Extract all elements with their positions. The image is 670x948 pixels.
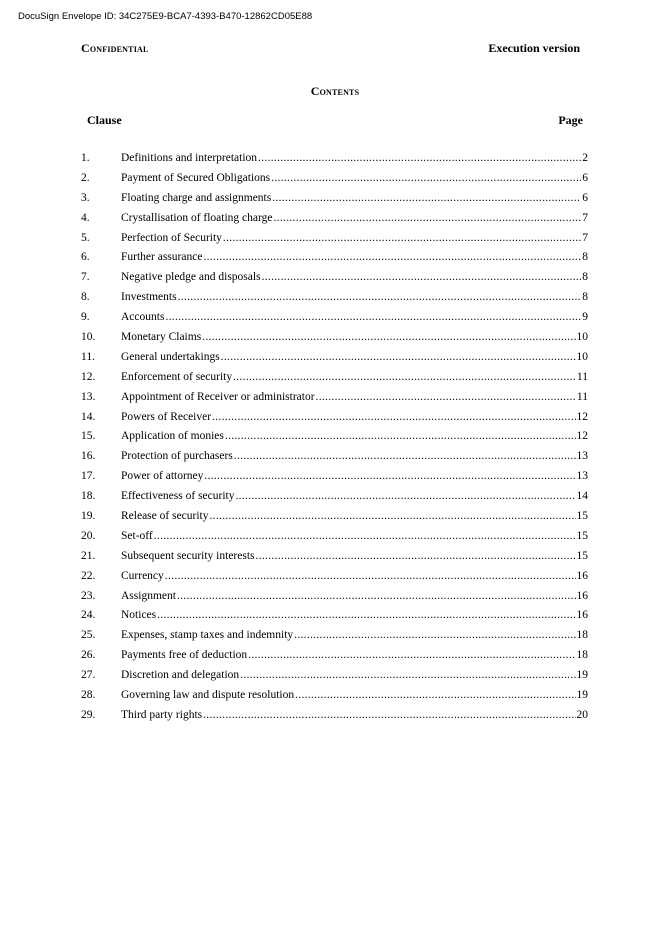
toc-entry-title: Currency: [121, 569, 164, 582]
toc-entry-page: 15: [576, 529, 588, 542]
toc-entry-title: Protection of purchasers: [121, 450, 233, 463]
toc-entry[interactable]: [81, 269, 588, 289]
toc-entry-number: 29.: [81, 708, 96, 721]
toc-entry-title: Power of attorney: [121, 470, 204, 483]
toc-entry[interactable]: [81, 210, 588, 230]
dot-leader: [271, 170, 581, 186]
toc-entry-number: 6.: [81, 251, 90, 264]
toc-entry[interactable]: [81, 528, 588, 548]
page-column-header: Page: [558, 113, 583, 127]
toc-entry-page: 19: [576, 669, 588, 682]
toc-entry-page: 7: [582, 231, 588, 244]
dot-leader: [272, 190, 581, 206]
dot-leader: [235, 488, 575, 504]
toc-entry-number: 23.: [81, 589, 96, 602]
toc-entry[interactable]: [81, 627, 588, 647]
toc-entry-number: 15.: [81, 430, 96, 443]
dot-leader: [233, 369, 576, 385]
toc-entry-number: 16.: [81, 450, 96, 463]
dot-leader: [210, 508, 576, 524]
toc-entry-title: Release of security: [121, 510, 209, 523]
toc-entry-page: 8: [582, 251, 588, 264]
toc-entry[interactable]: [81, 349, 588, 369]
toc-entry-page: 13: [576, 450, 588, 463]
toc-entry-number: 26.: [81, 649, 96, 662]
toc-entry-title: Payments free of deduction: [121, 649, 248, 662]
toc-entry-page: 9: [582, 311, 588, 324]
toc-entry-page: 15: [576, 549, 588, 562]
toc-entry[interactable]: [81, 409, 588, 429]
toc-entry-number: 17.: [81, 470, 96, 483]
toc-entry-title: Definitions and interpretation: [121, 152, 258, 164]
dot-leader: [203, 707, 575, 723]
toc-entry-page: 18: [576, 629, 588, 642]
toc-entry-number: 4.: [81, 211, 90, 224]
toc-entry[interactable]: [81, 548, 588, 568]
dot-leader: [202, 329, 575, 345]
toc-entry-number: 13.: [81, 390, 96, 403]
toc-entry-page: 10: [576, 350, 588, 363]
dot-leader: [204, 468, 575, 484]
dot-leader: [256, 548, 576, 564]
toc-entry-number: 18.: [81, 490, 96, 503]
toc-entry[interactable]: [81, 508, 588, 528]
toc-entry-page: 12: [576, 430, 588, 443]
toc-entry-page: 14: [576, 490, 588, 503]
dot-leader: [157, 607, 575, 623]
toc-entry-number: 25.: [81, 629, 96, 642]
toc-entry-number: 21.: [81, 549, 96, 562]
dot-leader: [154, 528, 576, 544]
toc-entry-number: 8.: [81, 291, 90, 304]
toc-entry-number: 9.: [81, 311, 90, 324]
toc-entry-title: Enforcement of security: [121, 370, 233, 383]
toc-entry-number: 14.: [81, 410, 96, 423]
toc-entry-number: 12.: [81, 370, 96, 383]
dot-leader: [178, 289, 582, 305]
toc-entry-page: 8: [582, 291, 588, 304]
toc-entry-title: Appointment of Receiver or administrator: [121, 390, 315, 403]
toc-entry-title: Subsequent security interests: [121, 549, 255, 562]
toc-entry[interactable]: [81, 289, 588, 309]
docusign-envelope-id: DocuSign Envelope ID: 34C275E9-BCA7-4393-B470-12862CD05E88: [18, 11, 313, 22]
toc-entry-page: 10: [576, 331, 588, 344]
toc-entry-title: Monetary Claims: [121, 331, 202, 344]
dot-leader: [274, 210, 582, 226]
toc-entry-page: 16: [576, 589, 588, 602]
toc-entry[interactable]: [81, 190, 588, 210]
dot-leader: [294, 627, 575, 643]
dot-leader: [221, 349, 576, 365]
toc-entry-number: 28.: [81, 689, 96, 702]
toc-entry[interactable]: [81, 448, 588, 468]
dot-leader: [203, 249, 581, 265]
toc-entry-title: Further assurance: [121, 251, 203, 264]
toc-entry-title: Floating charge and assignments: [121, 191, 272, 204]
toc-entry[interactable]: [81, 647, 588, 667]
toc-entry-number: 27.: [81, 669, 96, 682]
toc-entry-number: 1.: [81, 152, 90, 164]
toc-entry-title: Powers of Receiver: [121, 410, 212, 423]
dot-leader: [234, 448, 576, 464]
toc-entry[interactable]: [81, 309, 588, 329]
toc-entry[interactable]: [81, 329, 588, 349]
toc-entry-title: Application of monies: [121, 430, 224, 443]
toc-entry-page: 19: [576, 689, 588, 702]
toc-entry-number: 2.: [81, 171, 90, 184]
toc-entry-title: Set-off: [121, 529, 153, 542]
dot-leader: [165, 568, 576, 584]
toc-entry-page: 18: [576, 649, 588, 662]
toc-entry-title: Discretion and delegation: [121, 669, 240, 682]
toc-entry-title: Effectiveness of security: [121, 490, 235, 503]
toc-entry-page: 2: [582, 152, 588, 164]
toc-entry-title: Payment of Secured Obligations: [121, 171, 271, 184]
dot-leader: [223, 230, 581, 246]
toc-entry-page: 8: [582, 271, 588, 284]
dot-leader: [295, 687, 575, 703]
toc-entry-title: Expenses, stamp taxes and indemnity: [121, 629, 294, 642]
toc-entry[interactable]: [81, 568, 588, 588]
toc-entry[interactable]: [81, 488, 588, 508]
toc-entry-title: Negative pledge and disposals: [121, 271, 261, 284]
toc-entry-page: 20: [576, 708, 588, 721]
toc-entry-page: 12: [576, 410, 588, 423]
toc-entry[interactable]: [81, 607, 588, 627]
toc-entry[interactable]: [81, 249, 588, 269]
dot-leader: [177, 588, 576, 604]
dot-leader: [316, 389, 576, 405]
toc-entry-page: 13: [576, 470, 588, 483]
toc-entry-page: 11: [576, 370, 588, 383]
toc-entry-title: Crystallisation of floating charge: [121, 211, 273, 224]
toc-entry-number: 11.: [81, 350, 95, 363]
toc-entry[interactable]: [81, 468, 588, 488]
toc-entry[interactable]: [81, 687, 588, 707]
toc-entry-title: General undertakings: [121, 350, 220, 363]
toc-entry[interactable]: [81, 667, 588, 687]
clause-column-header: Clause: [87, 113, 122, 127]
toc-entry-title: Perfection of Security: [121, 231, 222, 244]
toc-entry-page: 15: [576, 510, 588, 523]
toc-entry-page: 6: [582, 171, 588, 184]
toc-entry[interactable]: [81, 150, 588, 170]
toc-entry-title: Investments: [121, 291, 177, 304]
toc-entry-title: Assignment: [121, 589, 176, 602]
toc-entry-number: 10.: [81, 331, 96, 344]
toc-entry[interactable]: [81, 170, 588, 190]
dot-leader: [225, 428, 576, 444]
toc-entry-number: 3.: [81, 191, 90, 204]
toc-entry-title: Third party rights: [121, 708, 203, 721]
toc-entry-number: 5.: [81, 231, 90, 244]
toc-entry-number: 22.: [81, 569, 96, 582]
toc-entry-title: Notices: [121, 609, 157, 622]
toc-entry-page: 11: [576, 390, 588, 403]
toc-entry[interactable]: [81, 588, 588, 608]
dot-leader: [262, 269, 582, 285]
toc-entry[interactable]: [81, 230, 588, 250]
execution-version-label: Execution version: [488, 41, 580, 55]
confidential-label: Confidential: [81, 41, 149, 55]
table-of-contents: [81, 150, 588, 727]
toc-entry-number: 24.: [81, 609, 96, 622]
dot-leader: [248, 647, 575, 663]
toc-entry-number: 7.: [81, 271, 90, 284]
dot-leader: [165, 309, 581, 325]
toc-entry-page: 16: [576, 609, 588, 622]
dot-leader: [240, 667, 575, 683]
toc-entry[interactable]: [81, 369, 588, 389]
toc-entry[interactable]: [81, 707, 588, 727]
contents-heading: Contents: [310, 84, 360, 98]
toc-entry-title: Governing law and dispute resolution: [121, 689, 295, 702]
toc-entry-number: 20.: [81, 529, 96, 542]
dot-leader: [212, 409, 575, 425]
toc-entry-page: 16: [576, 569, 588, 582]
toc-entry[interactable]: [81, 428, 588, 448]
toc-entry-title: Accounts: [121, 311, 165, 324]
toc-entry-page: 7: [582, 211, 588, 224]
toc-entry-number: 19.: [81, 510, 96, 523]
toc-entry-page: 6: [582, 191, 588, 204]
toc-entry[interactable]: [81, 389, 588, 409]
dot-leader: [258, 150, 581, 166]
